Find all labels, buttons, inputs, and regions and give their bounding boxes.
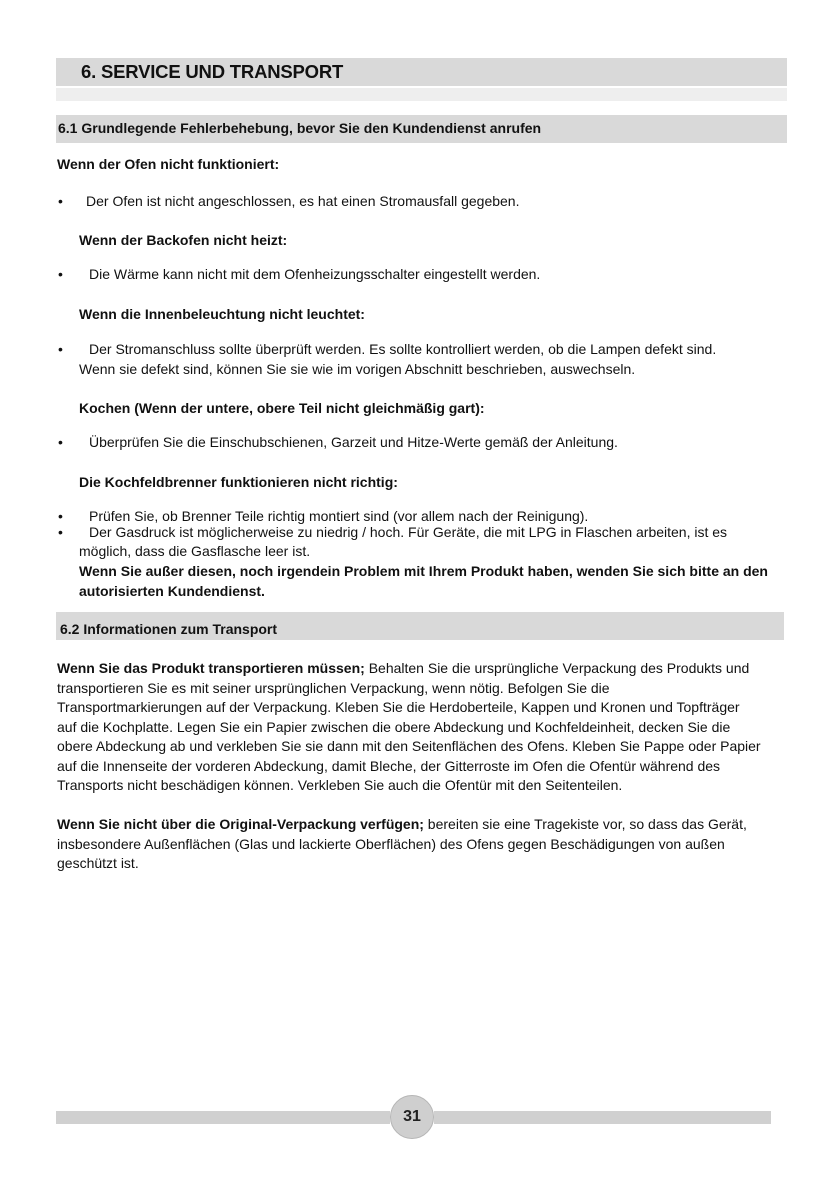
oven-heading: Wenn der Ofen nicht funktioniert:: [57, 156, 280, 172]
transport-paragraph-line2: transportieren Sie es mit seiner ursprünglichen Verpackung, wenn nötig. Befolgen Sie die: [57, 680, 610, 696]
oven-item: Der Ofen ist nicht angeschlossen, es hat einen Stromausfall gegeben.: [86, 193, 520, 209]
section-heading-6-2: 6.2 Informationen zum Transport: [60, 621, 278, 637]
bullet-icon: •: [58, 266, 63, 282]
transport-paragraph-line4: auf die Kochplatte. Legen Sie ein Papier zwischen die obere Abdeckung und Kochfeldeinheit, decken Sie die: [57, 719, 731, 735]
bullet-icon: •: [58, 524, 63, 540]
packaging-paragraph-line1: [57, 815, 747, 835]
transport-paragraph-line6: auf die Innenseite der vorderen Abdeckung, damit Bleche, der Gitterroste im Ofen die Ofentür während des: [57, 758, 721, 774]
chapter-title: 6. SERVICE UND TRANSPORT: [81, 61, 344, 82]
section-heading-bar-6-2: [56, 612, 784, 640]
bullet-icon: •: [58, 434, 63, 450]
page-number: 31: [390, 1095, 434, 1139]
chapter-title-bar: [56, 58, 787, 86]
section-heading-bar-6-1: [56, 115, 787, 143]
packaging-paragraph-lead: Wenn Sie nicht über die Original-Verpackung verfügen;: [57, 816, 424, 832]
bullet-icon: •: [58, 341, 63, 357]
cook-heading: Kochen (Wenn der untere, obere Teil nicht gleichmäßig gart):: [79, 400, 485, 416]
burner-heading: Die Kochfeldbrenner funktionieren nicht richtig:: [79, 474, 398, 490]
transport-paragraph-line1-rest: Behalten Sie die ursprüngliche Verpackung des Produkts und: [364, 660, 750, 676]
packaging-paragraph-line3: geschützt ist.: [57, 855, 139, 871]
transport-paragraph-lead: Wenn Sie das Produkt transportieren müssen;: [57, 660, 365, 676]
heat-item: Die Wärme kann nicht mit dem Ofenheizungsschalter eingestellt werden.: [89, 266, 541, 282]
transport-paragraph-line1: [57, 659, 749, 679]
footer-bar-right: [434, 1111, 771, 1124]
service-note-line2: autorisierten Kundendienst.: [79, 583, 265, 599]
transport-paragraph-line5: obere Abdeckung ab und verkleben Sie sie dann mit den Seitenflächen des Ofens. Kleben Sie Pappe oder Papier: [57, 738, 761, 754]
burner-item-2-line1: Der Gasdruck ist möglicherweise zu niedrig / hoch. Für Geräte, die mit LPG in Flaschen arbeiten, ist es: [89, 524, 728, 540]
light-item-line2: Wenn sie defekt sind, können Sie sie wie im vorigen Abschnitt beschrieben, auswechseln.: [79, 361, 636, 377]
packaging-paragraph-line1-rest: bereiten sie eine Tragekiste vor, so dass das Gerät,: [423, 816, 747, 832]
service-note-line1: Wenn Sie außer diesen, noch irgendein Problem mit Ihrem Produkt haben, wenden Sie sich bitte an den: [79, 563, 768, 579]
burner-item-1: Prüfen Sie, ob Brenner Teile richtig montiert sind (vor allem nach der Reinigung).: [89, 508, 589, 524]
packaging-paragraph-line2: insbesondere Außenflächen (Glas und lackierte Oberflächen) des Ofens gegen Beschädigungen von außen: [57, 836, 725, 852]
title-divider: [56, 88, 787, 101]
transport-paragraph-line3: Transportmarkierungen auf der Verpackung. Kleben Sie die Herdoberteile, Kappen und Kronen und Topfträger: [57, 699, 740, 715]
section-heading-6-1: 6.1 Grundlegende Fehlerbehebung, bevor Sie den Kundendienst anrufen: [58, 120, 542, 136]
heat-heading: Wenn der Backofen nicht heizt:: [79, 232, 288, 248]
light-item-line1: Der Stromanschluss sollte überprüft werden. Es sollte kontrolliert werden, ob die Lampen defekt sind.: [89, 341, 717, 357]
footer-bar-left: [56, 1111, 390, 1124]
light-heading: Wenn die Innenbeleuchtung nicht leuchtet:: [79, 306, 365, 322]
burner-item-2-line2: möglich, dass die Gasflasche leer ist.: [79, 543, 311, 559]
bullet-icon: •: [58, 193, 63, 209]
transport-paragraph-line7: Transports nicht beschädigen können. Verkleben Sie auch die Ofentür mit den Seitenteilen.: [57, 777, 623, 793]
bullet-icon: •: [58, 508, 63, 524]
cook-item: Überprüfen Sie die Einschubschienen, Garzeit und Hitze-Werte gemäß der Anleitung.: [89, 434, 618, 450]
